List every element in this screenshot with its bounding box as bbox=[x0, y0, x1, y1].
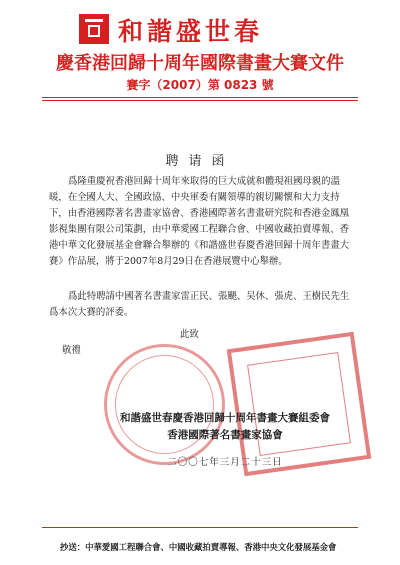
footer-rule bbox=[42, 527, 358, 528]
closing-regards: 此致 bbox=[180, 329, 199, 340]
reference-number: 賽字（2007）第 0823 號 bbox=[126, 78, 274, 92]
org-name: 和諧盛世春 bbox=[118, 17, 264, 46]
header-rule-bottom bbox=[42, 100, 358, 101]
logo-icon bbox=[79, 14, 109, 44]
closing-salute: 敬禮 bbox=[62, 345, 81, 356]
paragraph-2: 爲此特聘請中國著名書畫家雷正民、張颶、吴休、張虎、王樹民先生爲本次大賽的評委。 bbox=[49, 291, 350, 318]
signature-org-2: 香港國際著名書畫家協會 bbox=[167, 429, 283, 441]
signature-date: 二〇〇七年三月二十三日 bbox=[167, 457, 283, 468]
cc-line: 抄送：中華愛國工程聯合會、中國收藏拍賣導報、香港中央文化發展基金會 bbox=[60, 542, 337, 552]
round-seal-icon bbox=[104, 344, 225, 465]
logo-stroke bbox=[85, 19, 103, 22]
event-title: 慶香港回歸十周年國際書畫大賽文件 bbox=[56, 53, 344, 74]
document-title: 聘请函 bbox=[165, 154, 235, 169]
logo-box bbox=[88, 25, 100, 37]
paragraph-1: 爲隆重慶祝香港回歸十周年來取得的巨大成就和體現祖國母親的溫暖，在全國人大、全國政協、中央軍委有關領導的親切關懷和大力支持下，由香港國際著名書畫家協會、香港國際著名書畫研究院和香港金鳳凰影視集團有限公司策劃，由中華愛國工程聯合會、中國收藏拍賣導報、香港中華文化發展基金會聯合舉辦的《和諧盛世春慶香港回歸十周年書畫大賽》作品展，將于2007年8月29日在香港展覽中心舉辦。 bbox=[49, 176, 350, 267]
signature-org-1: 和諧盛世春慶香港回歸十周年書畫大賽組委會 bbox=[120, 412, 330, 424]
header-rule-top bbox=[42, 97, 358, 98]
